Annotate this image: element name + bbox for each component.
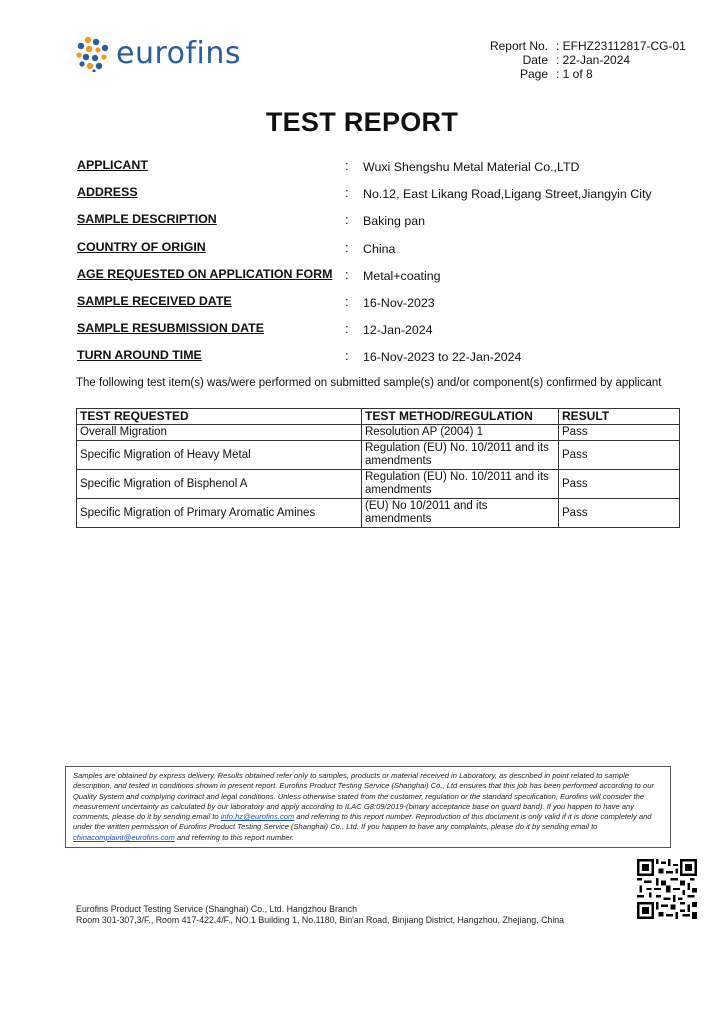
info-value: China xyxy=(363,241,396,256)
report-no-value: : EFHZ23112817-CG-01 xyxy=(556,39,686,53)
info-value: 16-Nov-2023 xyxy=(363,295,435,310)
page-title: TEST REPORT xyxy=(265,107,459,137)
test-statement: The following test item(s) was/were performed on submitted sample(s) and/or component(s) confirmed by applicant xyxy=(76,377,662,389)
info-row-applicant xyxy=(77,158,687,185)
footer-company: Eurofins Product Testing Service (Shanghai) Co., Ltd. Hangzhou Branch xyxy=(76,904,358,914)
complaint-email-link[interactable]: chinacomplaint@eurofins.com xyxy=(73,832,175,842)
info-value: No.12, East Likang Road,Ligang Street,Jiangyin City xyxy=(363,187,652,202)
info-label: COUNTRY OF ORIGIN xyxy=(77,239,206,254)
info-label: AGE REQUESTED ON APPLICATION FORM xyxy=(77,266,333,281)
table-row xyxy=(77,441,680,470)
disclaimer-text: and referring to this report number. Reproduction of this document is only valid if it is done completely and under the written permission of Eurofins Product Testing Service (Shanghai) Co., Ltd. If you happen to have any complaints, please do it by sending email to xyxy=(73,812,652,832)
info-colon: : xyxy=(345,212,349,228)
table-row xyxy=(77,470,680,499)
test-method-cell: (EU) No 10/2011 and its amendments xyxy=(362,499,559,528)
sample-info xyxy=(77,158,687,376)
disclaimer-text: Samples are obtained by express delivery, Results obtained refer only to samples, products or material received in Laboratory, as described in point related to sample description, and tested in conditions shown in present report. Eurofins Product Testing Service (Shanghai) Co., Ltd ensures that this job has been performed according to our Quality System and complying contract and legal conditions. Unless otherwise stated from the customer, regulation or the standard specification, Eurofins will consider the measurement uncertainty as calculated by our laboratory and apply according to ILAC G8:09/2019-(binary acceptance base on guard band). If you happen to have any comments, please do it by sending email to xyxy=(73,771,654,822)
info-value: 16-Nov-2023 to 22-Jan-2024 xyxy=(363,350,522,365)
test-name-cell: Specific Migration of Heavy Metal xyxy=(77,441,362,470)
info-colon: : xyxy=(345,293,349,309)
info-row-sample-received-date xyxy=(77,294,687,321)
test-method-cell: Resolution AP (2004) 1 xyxy=(362,425,559,441)
eurofins-logo-icon xyxy=(76,36,112,72)
disclaimer-text: and referring to this report number. xyxy=(174,832,295,842)
column-header-test-requested: TEST REQUESTED xyxy=(77,409,362,425)
info-row-country-of-origin xyxy=(77,240,687,267)
info-colon: : xyxy=(345,348,349,364)
qr-code-icon xyxy=(637,859,697,919)
test-name-cell: Overall Migration xyxy=(77,425,362,441)
table-row xyxy=(77,499,680,528)
date-label: Date xyxy=(522,53,548,67)
result-cell: Pass xyxy=(559,470,680,499)
report-meta xyxy=(470,39,686,81)
result-cell: Pass xyxy=(559,499,680,528)
eurofins-logo xyxy=(76,34,246,74)
info-row-sample-resubmission-date xyxy=(77,321,687,348)
result-cell: Pass xyxy=(559,425,680,441)
table-row xyxy=(77,425,680,441)
column-header-test-method: TEST METHOD/REGULATION xyxy=(362,409,559,425)
info-label: ADDRESS xyxy=(77,185,138,200)
info-value: Metal+coating xyxy=(363,268,441,283)
date-value: : 22-Jan-2024 xyxy=(556,53,631,67)
info-colon: : xyxy=(345,239,349,255)
results-table xyxy=(76,408,680,528)
info-colon: : xyxy=(345,185,349,201)
info-row-sample-description xyxy=(77,212,687,239)
info-colon: : xyxy=(345,266,349,282)
info-label: SAMPLE RECEIVED DATE xyxy=(77,293,232,308)
info-colon: : xyxy=(345,321,349,337)
table-header-row xyxy=(77,409,680,425)
test-method-cell: Regulation (EU) No. 10/2011 and its amendments xyxy=(362,470,559,499)
info-value: Wuxi Shengshu Metal Material Co.,LTD xyxy=(363,160,580,174)
info-label: SAMPLE RESUBMISSION DATE xyxy=(77,321,265,336)
page-value: : 1 of 8 xyxy=(556,67,593,81)
info-row-age-requested xyxy=(77,267,687,294)
footer xyxy=(76,904,564,926)
info-label: SAMPLE DESCRIPTION xyxy=(77,212,217,227)
column-header-result: RESULT xyxy=(559,409,680,425)
info-row-turn-around-time xyxy=(77,348,687,375)
info-row-address xyxy=(77,185,687,212)
report-no-row xyxy=(470,39,686,53)
test-method-cell: Regulation (EU) No. 10/2011 and its amendments xyxy=(362,441,559,470)
disclaimer-box xyxy=(65,766,671,848)
test-name-cell: Specific Migration of Primary Aromatic Amines xyxy=(77,499,362,528)
date-row xyxy=(470,53,686,67)
logo-text: eurofins xyxy=(116,36,242,71)
info-label: TURN AROUND TIME xyxy=(77,348,202,363)
info-value: Baking pan xyxy=(363,214,426,229)
report-no-label: Report No. xyxy=(489,39,548,53)
info-label: APPLICANT xyxy=(77,158,148,172)
footer-address: Room 301-307,3/F., Room 417-422.4/F., NO.1 Building 1, No.1180, Bin'an Road, Binjiang District, Hangzhou, Zhejiang, China xyxy=(76,915,565,925)
info-colon: : xyxy=(345,158,349,173)
test-name-cell: Specific Migration of Bisphenol A xyxy=(77,470,362,499)
page-label: Page xyxy=(519,67,548,81)
info-email-link[interactable]: info.hz@eurofins.com xyxy=(220,812,295,822)
page-row xyxy=(470,67,686,81)
result-cell: Pass xyxy=(559,441,680,470)
info-value: 12-Jan-2024 xyxy=(363,323,433,338)
